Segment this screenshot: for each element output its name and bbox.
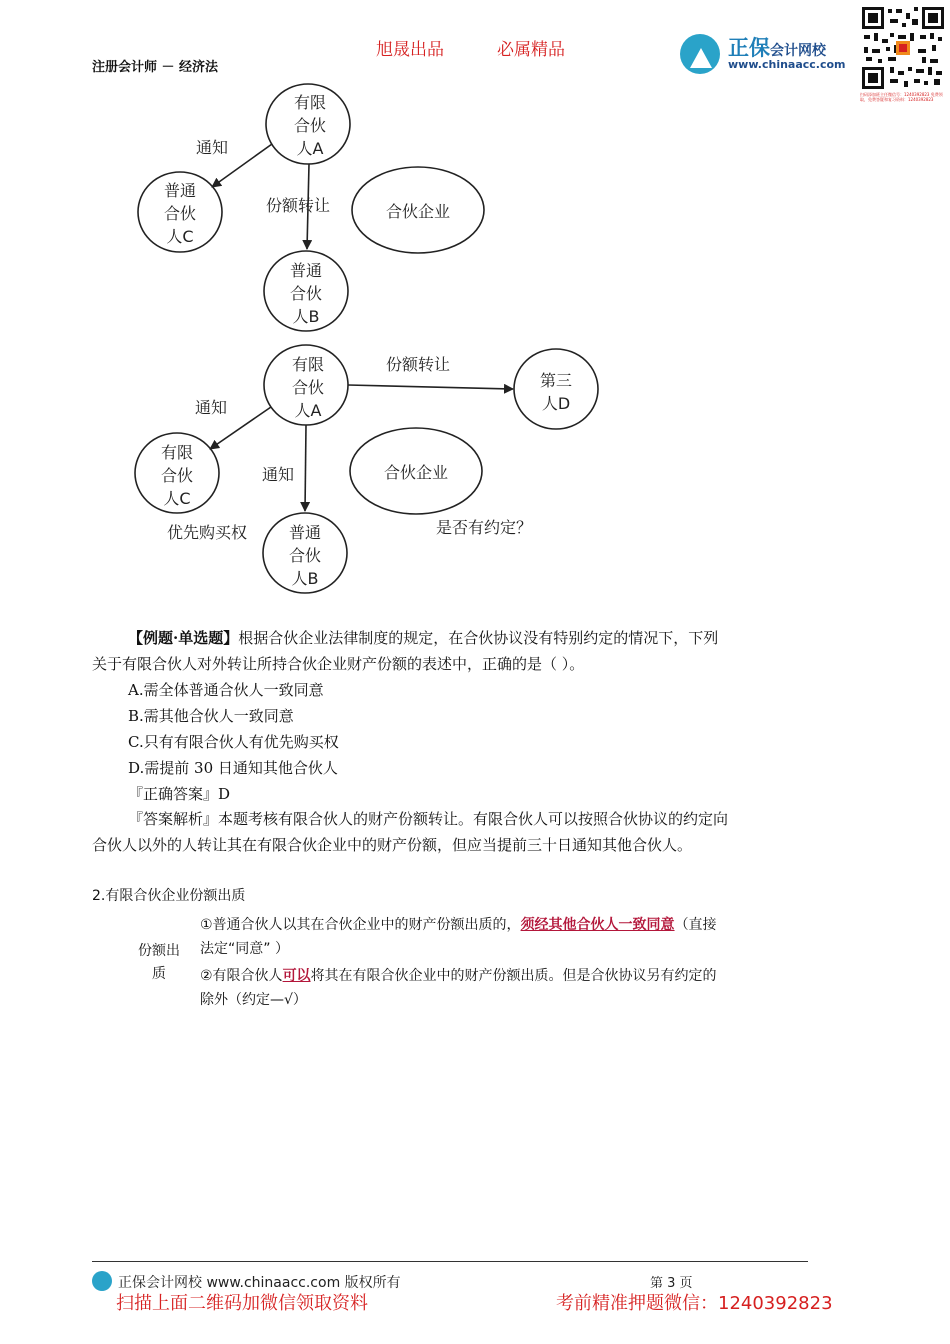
analysis-line2: 合伙人以外的人转让其在有限合伙企业中的财产份额，但应当提前三十日通知其他合伙人。 bbox=[92, 836, 693, 854]
option-d: D.需提前 30 日通知其他合伙人 bbox=[128, 759, 338, 777]
table-row-label: 份额出质 bbox=[138, 943, 180, 982]
analysis-line1: 『答案解析』本题考核有限合伙人的财产份额转让。有限合伙人可以按照合伙协议的约定向 bbox=[128, 810, 729, 828]
node2-b-line3: 人B bbox=[291, 569, 319, 588]
node-b-line1: 普通 bbox=[289, 261, 323, 280]
node2-b-line1: 普通 bbox=[288, 523, 322, 542]
node-c-line3: 人C bbox=[166, 227, 194, 246]
header-brand-right: 必属精品 bbox=[497, 40, 565, 60]
node-a-line3: 人A bbox=[296, 139, 324, 158]
edge-notice-label: 通知 bbox=[196, 138, 229, 157]
table-row-limited-partner: ②有限合伙人可以将其在有限合伙企业中的财产份额出质。但是合伙协议另有约定的 除外（约定—√） bbox=[200, 968, 717, 1008]
node2-d-line2: 人D bbox=[541, 394, 571, 413]
header-brand-left: 旭晟出品 bbox=[376, 40, 444, 60]
footer-page-number: 第 3 页 bbox=[650, 1276, 693, 1291]
node2-a-line2: 合伙 bbox=[291, 378, 325, 397]
enterprise2-label: 合伙企业 bbox=[383, 463, 449, 482]
logo-name: 正保会计网校 bbox=[728, 36, 826, 60]
option-b: B.需其他合伙人一致同意 bbox=[128, 707, 294, 725]
logo-url: www.chinaacc.com bbox=[728, 58, 846, 71]
node-b-line2: 合伙 bbox=[289, 284, 323, 303]
preemption-label: 优先购买权 bbox=[167, 523, 248, 542]
node2-c-line3: 人C bbox=[163, 489, 191, 508]
question-stem bbox=[92, 625, 862, 677]
table-row-general-partner: ①普通合伙人以其在合伙企业中的财产份额出质的，须经其他合伙人一致同意（直接 法定“同意” ） bbox=[200, 917, 717, 957]
edge2-notice-c-label: 通知 bbox=[195, 398, 228, 417]
footer-promo-left: 扫描上面二维码加微信领取资料 bbox=[116, 1293, 368, 1314]
highlight-may: 可以 bbox=[282, 968, 311, 984]
question-stem-line1: 根据合伙企业法律制度的规定，在合伙协议没有特别约定的情况下，下列 bbox=[238, 629, 719, 647]
option-a: A.需全体普通合伙人一致同意 bbox=[128, 681, 324, 699]
node-a-line1: 有限 bbox=[293, 93, 327, 112]
highlight-unanimous-consent: 须经其他合伙人一致同意 bbox=[520, 917, 675, 933]
answer-analysis bbox=[92, 806, 862, 858]
footer-copyright: 正保会计网校 www.chinaacc.com 版权所有 bbox=[118, 1275, 401, 1291]
option-c: C.只有有限合伙人有优先购买权 bbox=[128, 733, 339, 751]
enterprise-label: 合伙企业 bbox=[385, 202, 451, 221]
node-b-line3: 人B bbox=[292, 307, 320, 326]
node-a-line2: 合伙 bbox=[293, 116, 327, 135]
node2-c-line2: 合伙 bbox=[160, 466, 194, 485]
footer-logo-icon bbox=[92, 1271, 112, 1291]
edge-transfer-label: 份额转让 bbox=[266, 196, 331, 215]
agreement-question-label: 是否有约定？ bbox=[436, 518, 533, 537]
node-c-line2: 合伙 bbox=[163, 204, 197, 223]
qr-note: 扫码添加班主任微信号：1240392823 免费领取，免费答疑和复习资料：1240392823 bbox=[860, 92, 943, 102]
partnership-diagrams bbox=[0, 0, 950, 620]
node2-b-line2: 合伙 bbox=[288, 546, 322, 565]
footer-promo-right: 考前精准押题微信：1240392823 bbox=[556, 1293, 833, 1314]
subject-title: 注册会计师 － 经济法 bbox=[92, 60, 219, 75]
correct-answer: 『正确答案』D bbox=[128, 785, 231, 803]
question-stem-line2: 关于有限合伙人对外转让所持合伙企业财产份额的表述中，正确的是（ ）。 bbox=[92, 655, 585, 673]
edge2-transfer-label: 份额转让 bbox=[386, 355, 451, 374]
edge2-notice-b-label: 通知 bbox=[262, 465, 295, 484]
footer-divider bbox=[92, 1261, 808, 1262]
section-title: 2.有限合伙企业份额出质 bbox=[92, 888, 246, 904]
node2-d-line1: 第三 bbox=[539, 371, 573, 390]
node2-c-line1: 有限 bbox=[160, 443, 194, 462]
question-tag: 【例题·单选题】 bbox=[128, 629, 239, 647]
node2-a-line3: 人A bbox=[294, 401, 322, 420]
node2-a-line1: 有限 bbox=[291, 355, 325, 374]
node-c-line1: 普通 bbox=[163, 181, 197, 200]
